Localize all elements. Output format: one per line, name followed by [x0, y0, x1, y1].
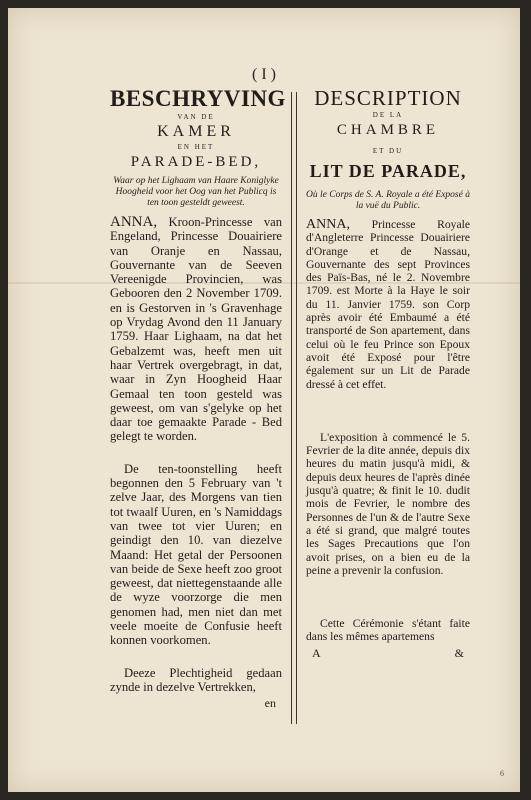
dutch-title-parade-bed: PARADE-BED,: [130, 154, 262, 170]
french-column: [306, 86, 470, 661]
french-title-description: DESCRIPTION: [314, 86, 462, 110]
french-paragraph-1: [306, 218, 470, 391]
dutch-catchword: en: [264, 696, 276, 711]
column-divider: [291, 92, 297, 724]
corner-mark: 6: [500, 769, 504, 778]
dutch-paragraph-2: De ten-toonstelling heeft begonnen den 5 February van 't zelve Jaar, des Morgens van tien tot twaalf Uuren, en 's Namiddags van twee tot vier Uuren; en geindigt den 10. van diezelve Maand: Het getal der Persoonen van beide de Sexe heeft zoo groot geweest, dat niettegenstaande alle de wyze voorzorge die men genomen had, men niet dan met veele moeite de Confusie heeft konnen voorkomen.: [110, 461, 282, 648]
french-title-chambre: CHAMBRE: [336, 122, 440, 138]
document-page: [8, 8, 520, 792]
french-title-de-la: DE LA: [372, 111, 404, 119]
french-paragraph-2: L'exposition à commencé le 5. Fevrier de la dite année, depuis dix heures du matin jusqu'à midi, & depuis deux heures de l'après dinée jusqu'à quatre; & finit le 10. dudit mois de Fevrier, le nombre des Personnes de l'un & de l'autre Sexe a été si grand, que malgré toutes les Sages Precautions que l'on avoit prises, on a bien eu de la peine a prevenir la confusion.: [306, 430, 470, 577]
dutch-catchword-row: [110, 696, 282, 711]
dutch-title-en-het: EN HET: [177, 143, 215, 151]
dutch-column: [110, 86, 286, 711]
french-title-lit-de-parade: LIT DE PARADE,: [309, 161, 467, 181]
french-title-et-du: ET DU: [372, 147, 404, 155]
dutch-paragraph-3: Deeze Plechtigheid gedaan zynde in dezelve Vertrekken,: [110, 665, 282, 694]
dutch-title-kamer: KAMER: [157, 123, 235, 140]
page-number: ( I ): [252, 66, 276, 83]
dutch-subtitle: Waar op het Lighaam van Haare Koniglyke Hoogheid voor het Oog van het Publicq is ten toon gesteldt geweest.: [113, 176, 279, 208]
dutch-lead-word: ANNA,: [110, 214, 158, 230]
french-lead-word: ANNA,: [306, 217, 350, 232]
french-paragraph-1-text: Princesse Royale d'Angleterre Princesse Douairiere d'Orange et de Nassau, Gouvernante des sept Provinces des Païs-Bas, né le 2. Novembre 1709. est Morte à la Haye le soir du 11. Janvier 1759. son Corp après avoir été Embaumé a été transporté de Son apartement, dans celui où le feu Prince son Epoux avoit été Exposé pour l'être également sur un Lit de Parade dressé à cet effet.: [306, 218, 470, 391]
dutch-paragraph-1: [110, 215, 282, 444]
french-catchword: &: [454, 645, 464, 660]
dutch-title-beschryving: BESCHRYVING: [110, 86, 286, 111]
french-paragraph-3: Cette Cérémonie s'étant faite dans les mêmes apartemens: [306, 617, 470, 644]
dutch-title-van-de: VAN DE: [177, 113, 215, 121]
french-signature-mark: A: [312, 645, 321, 660]
dutch-paragraph-1-text: Kroon-Princesse van Engeland, Princesse Douairiere van Oranje en Nassau, Gouvernante van de Seeven Vereenigde Provincien, was Gebooren den 2 November 1709. en is Gestorven in 's Gravenhage op Vrydag Avond den 11 January 1759. Haar Lighaam, na dat het Gebalzemt was, heeft men uit haar Vertrek overgebragt, in dat, waar in Zyn Hoogheid Haar Gemaal ten toon gesteld was geweest, om van s'gelyke op het daar toe gemaakte Parade - Bed gelegt te worden.: [110, 215, 282, 444]
french-signature-row: [306, 646, 470, 661]
french-subtitle: Où le Corps de S. A. Royale a été Exposé à la vuë du Public.: [306, 190, 470, 211]
